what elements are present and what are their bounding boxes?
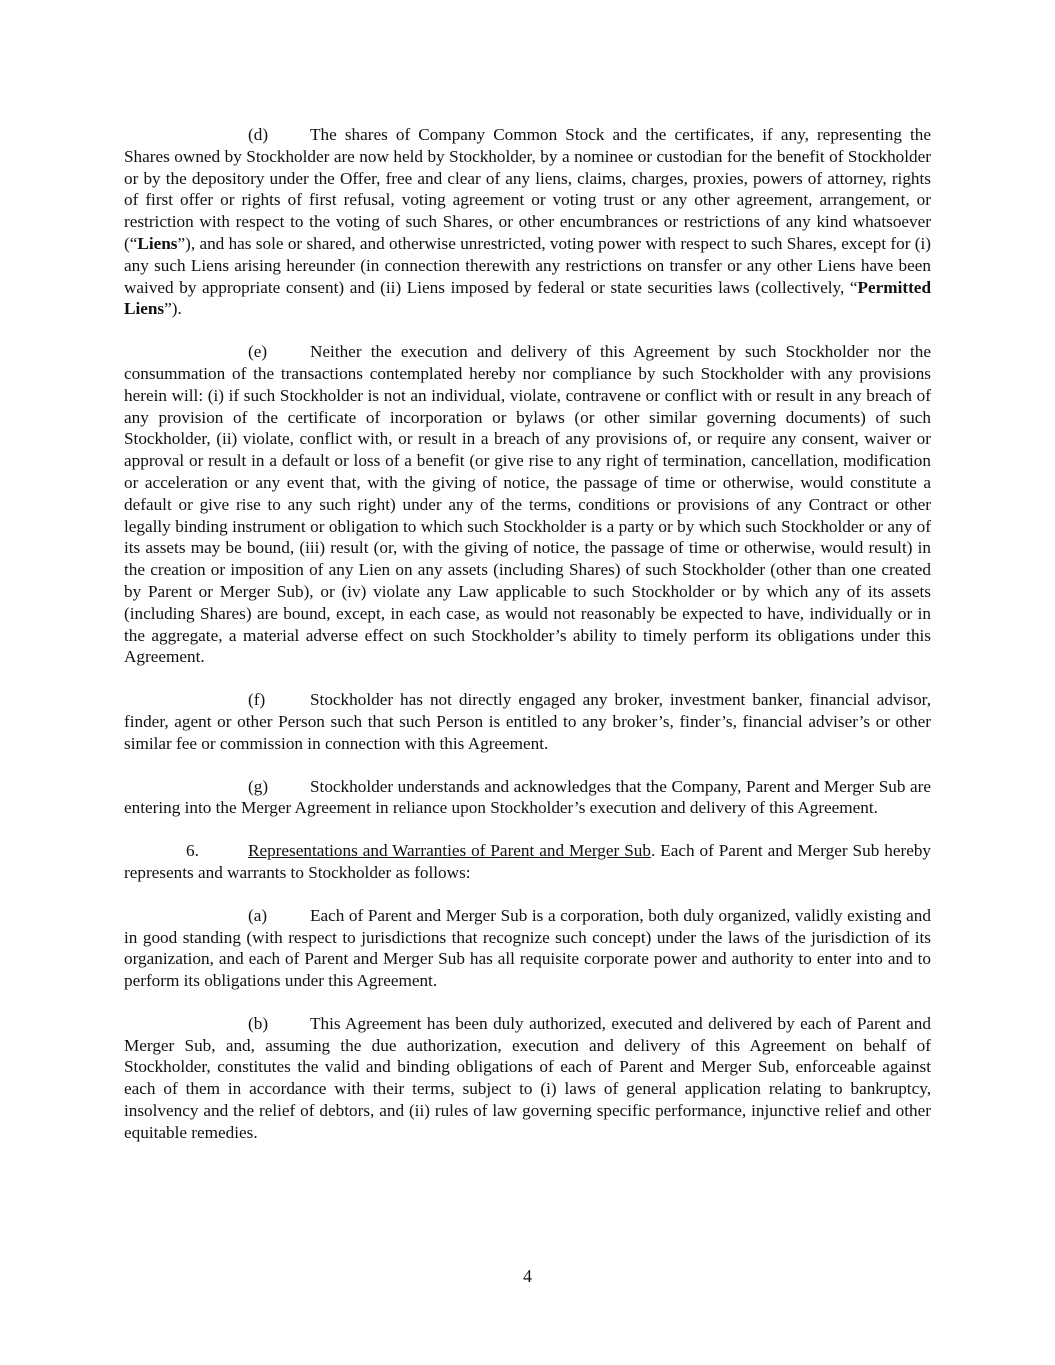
paragraph-text: ”), and has sole or shared, and otherwise unrestricted, voting power with respect to such Shares, except for (i) any such Liens arising hereunder (in connection therewith any restrictions on transfer or any other Liens have been waived by appropriate consent) and (ii) Liens imposed by federal or state securities laws (collectively, “ xyxy=(124,233,931,297)
paragraph-f xyxy=(124,689,931,754)
paragraph-marker: (a) xyxy=(248,905,268,925)
paragraph-text: The shares of Company Common Stock and the certificates, if any, representing the Shares owned by Stockholder are now held by Stockholder, by a nominee or custodian for the benefit of Stockholder or by the depository under the Offer, free and clear of any liens, claims, charges, proxies, powers of attorney, rights of first offer or rights of first refusal, voting agreement or voting trust or any other agreement, arrangement, or restriction with respect to the voting of such Shares, or other encumbrances or restrictions of any kind whatsoever (“ xyxy=(124,125,931,253)
defined-term-permitted-liens: Permitted Liens xyxy=(124,277,931,319)
paragraph-text: Stockholder has not directly engaged any broker, investment banker, financial advisor, finder, agent or other Person such that such Person is entitled to any broker’s, finder’s, financial adviser’s or other similar fee or commission in connection with this Agreement. xyxy=(124,690,931,753)
paragraph-d xyxy=(124,124,931,320)
document-page xyxy=(124,124,931,1165)
paragraph-text: Each of Parent and Merger Sub is a corporation, both duly organized, validly existing and in good standing (with respect to jurisdictions that recognize such concept) under the laws of the jurisdiction of its organization, and each of Parent and Merger Sub has all requisite corporate power and authority to enter into and to perform its obligations under this Agreement. xyxy=(124,905,931,991)
section-heading: Representations and Warranties of Parent and Merger Sub xyxy=(248,841,651,861)
defined-term-liens: Liens xyxy=(137,233,178,253)
paragraph-6b xyxy=(124,1013,931,1144)
paragraph-text: Stockholder understands and acknowledges that the Company, Parent and Merger Sub are entering into the Merger Agreement in reliance upon Stockholder’s execution and delivery of this Agreement. xyxy=(124,776,931,818)
paragraph-6a xyxy=(124,905,931,992)
paragraph-marker: (g) xyxy=(248,776,269,796)
section-6 xyxy=(124,840,931,884)
section-number: 6. xyxy=(186,841,199,861)
paragraph-g xyxy=(124,776,931,820)
paragraph-marker: (d) xyxy=(248,125,269,144)
paragraph-text: This Agreement has been duly authorized, executed and delivered by each of Parent and Merger Sub, and, assuming the due authorization, execution and delivery of this Agreement on behalf of Stockholder, constitutes the valid and binding obligations of each of Parent and Merger Sub, enforceable against each of them in accordance with their terms, subject to (i) laws of general application relating to bankruptcy, insolvency and the relief of debtors, and (ii) rules of law governing specific performance, injunctive relief and other equitable remedies. xyxy=(124,1013,931,1142)
paragraph-e xyxy=(124,341,931,668)
section-intro: . Each of Parent and Merger Sub hereby represents and warrants to Stockholder as follows: xyxy=(124,841,932,882)
page-number: 4 xyxy=(523,1266,532,1286)
paragraph-marker: (f) xyxy=(248,690,266,710)
paragraph-text: Neither the execution and delivery of this Agreement by such Stockholder nor the consummation of the transactions contemplated hereby nor compliance by such Stockholder with any provisions herein will: (i) if such Stockholder is not an individual, violate, contravene or conflict with or result in any breach of any provision of the certificate of incorporation or bylaws (or other similar governing documents) of such Stockholder, (ii) violate, conflict with, or result in a breach of any provisions of, or require any consent, waiver or approval or result in a default or loss of a benefit (or give rise to any right of termination, cancellation, modification or acceleration or any event that, with the giving of notice, the passage of time or otherwise, would constitute a default or give rise to any such right) under any of the terms, conditions or provisions of any Contract or other legally binding instrument or obligation to which such Stockholder is a party or by which such Stockholder or any of its assets may be bound, (iii) result (or, with the giving of notice, the passage of time or otherwise, would result) in the creation or imposition of any Lien on any assets (including Shares) of such Stockholder (other than one created by Parent or Merger Sub), or (iv) violate any Law applicable to such Stockholder or by which any of its assets (including Shares) are bound, except, in each case, as would not reasonably be expected to have, individually or in the aggregate, a material adverse effect on such Stockholder’s ability to timely perform its obligations under this Agreement. xyxy=(124,342,931,667)
paragraph-text: ”). xyxy=(164,299,182,319)
paragraph-marker: (e) xyxy=(248,342,268,362)
paragraph-marker: (b) xyxy=(248,1013,269,1033)
